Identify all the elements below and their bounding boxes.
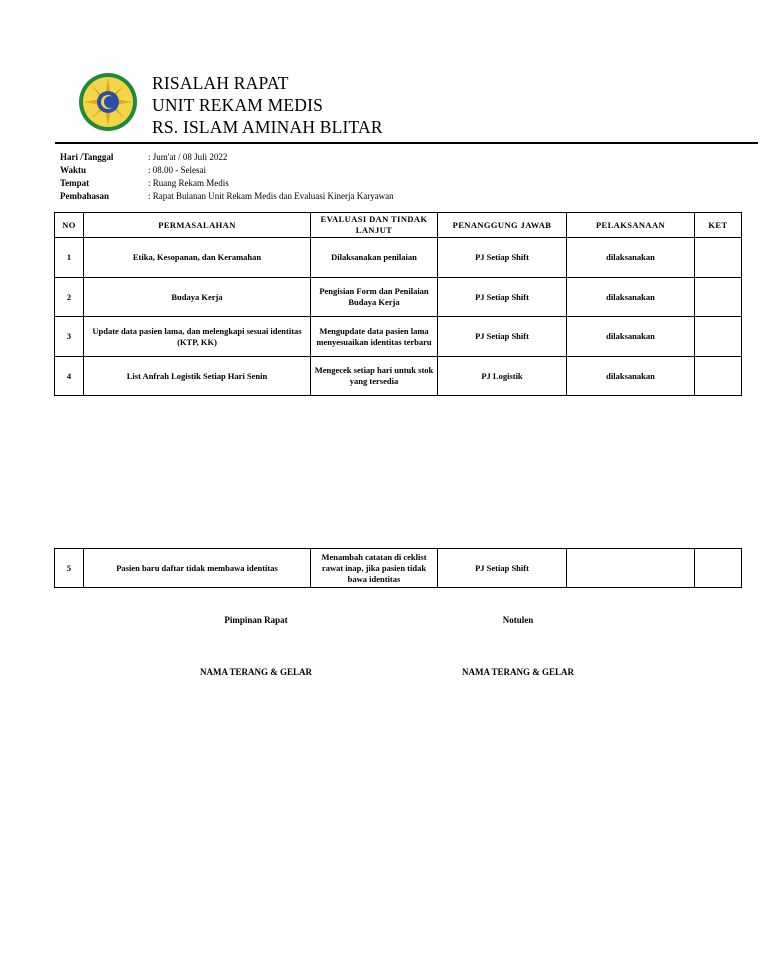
- table-row: [55, 317, 742, 357]
- cell-eval: Pengisian Form dan Penilaian Budaya Kerja: [311, 278, 438, 317]
- meeting-info: [60, 151, 394, 203]
- cell-pic: PJ Setiap Shift: [438, 238, 567, 278]
- info-label: Hari /Tanggal: [60, 152, 114, 162]
- cell-ket: [695, 357, 742, 396]
- info-row-topic: [60, 190, 394, 203]
- info-value: : 08.00 - Selesai: [148, 165, 206, 175]
- table-row: [55, 278, 742, 317]
- header-issue: PERMASALAHAN: [84, 213, 311, 238]
- info-label: Waktu: [60, 165, 87, 175]
- cell-ket: [695, 238, 742, 278]
- table-row: [55, 238, 742, 278]
- header-pic: PENANGGUNG JAWAB: [438, 213, 567, 238]
- info-value: : Rapat Bulanan Unit Rekam Medis dan Evaluasi Kinerja Karyawan: [148, 191, 394, 201]
- cell-ket: [695, 278, 742, 317]
- signature-title-notulen: Notulen: [502, 615, 534, 625]
- cell-pic: PJ Setiap Shift: [438, 549, 567, 588]
- signature-title-chair: Pimpinan Rapat: [224, 615, 288, 625]
- header-ket: KET: [695, 213, 742, 238]
- cell-impl: dilaksanakan: [567, 317, 695, 357]
- cell-eval: Menambah catatan di ceklist rawat inap, jika pasien tidak bawa identitas: [311, 549, 438, 588]
- cell-impl: dilaksanakan: [567, 238, 695, 278]
- cell-no: 3: [55, 317, 84, 357]
- cell-issue: Update data pasien lama, dan melengkapi sesuai identitas (KTP, KK): [84, 317, 311, 357]
- cell-issue: Budaya Kerja: [84, 278, 311, 317]
- document-title: [152, 72, 383, 138]
- info-label: Pembahasan: [60, 191, 110, 201]
- cell-no: 2: [55, 278, 84, 317]
- table-row: [55, 549, 742, 588]
- header-divider: [55, 142, 758, 144]
- minutes-table: [54, 212, 742, 396]
- cell-ket: [695, 549, 742, 588]
- header-no: NO: [55, 213, 84, 238]
- signature-name-notulen: NAMA TERANG & GELAR: [461, 667, 575, 677]
- info-row-place: [60, 177, 394, 190]
- header-eval: EVALUASI DAN TINDAK LANJUT: [311, 213, 438, 238]
- cell-ket: [695, 317, 742, 357]
- info-row-time: [60, 164, 394, 177]
- cell-issue: Pasien baru daftar tidak membawa identitas: [84, 549, 311, 588]
- info-value: : Jum'at / 08 Juli 2022: [148, 152, 228, 162]
- cell-pic: PJ Setiap Shift: [438, 317, 567, 357]
- cell-eval: Mengecek setiap hari untuk stok yang tersedia: [311, 357, 438, 396]
- cell-issue: List Anfrah Logistik Setiap Hari Senin: [84, 357, 311, 396]
- title-line-3: RS. ISLAM AMINAH BLITAR: [152, 117, 383, 137]
- title-line-1: RISALAH RAPAT: [152, 73, 289, 93]
- title-line-2: UNIT REKAM MEDIS: [152, 95, 324, 115]
- signature-name-chair: NAMA TERANG & GELAR: [199, 667, 313, 677]
- cell-impl: dilaksanakan: [567, 357, 695, 396]
- info-label: Tempat: [60, 178, 90, 188]
- cell-no: 4: [55, 357, 84, 396]
- cell-impl: [567, 549, 695, 588]
- info-row-date: [60, 151, 394, 164]
- info-value: : Ruang Rekam Medis: [148, 178, 229, 188]
- cell-pic: PJ Setiap Shift: [438, 278, 567, 317]
- cell-no: 5: [55, 549, 84, 588]
- header-impl: PELAKSANAAN: [567, 213, 695, 238]
- hospital-logo: [78, 72, 138, 132]
- cell-issue: Etika, Kesopanan, dan Keramahan: [84, 238, 311, 278]
- cell-eval: Dilaksanakan penilaian: [311, 238, 438, 278]
- cell-eval: Mengupdate data pasien lama menyesuaikan identitas terbaru: [311, 317, 438, 357]
- cell-pic: PJ Logistik: [438, 357, 567, 396]
- table-row: [55, 357, 742, 396]
- cell-no: 1: [55, 238, 84, 278]
- cell-impl: dilaksanakan: [567, 278, 695, 317]
- minutes-table-continued: [54, 548, 742, 588]
- table-header-row: [55, 213, 742, 238]
